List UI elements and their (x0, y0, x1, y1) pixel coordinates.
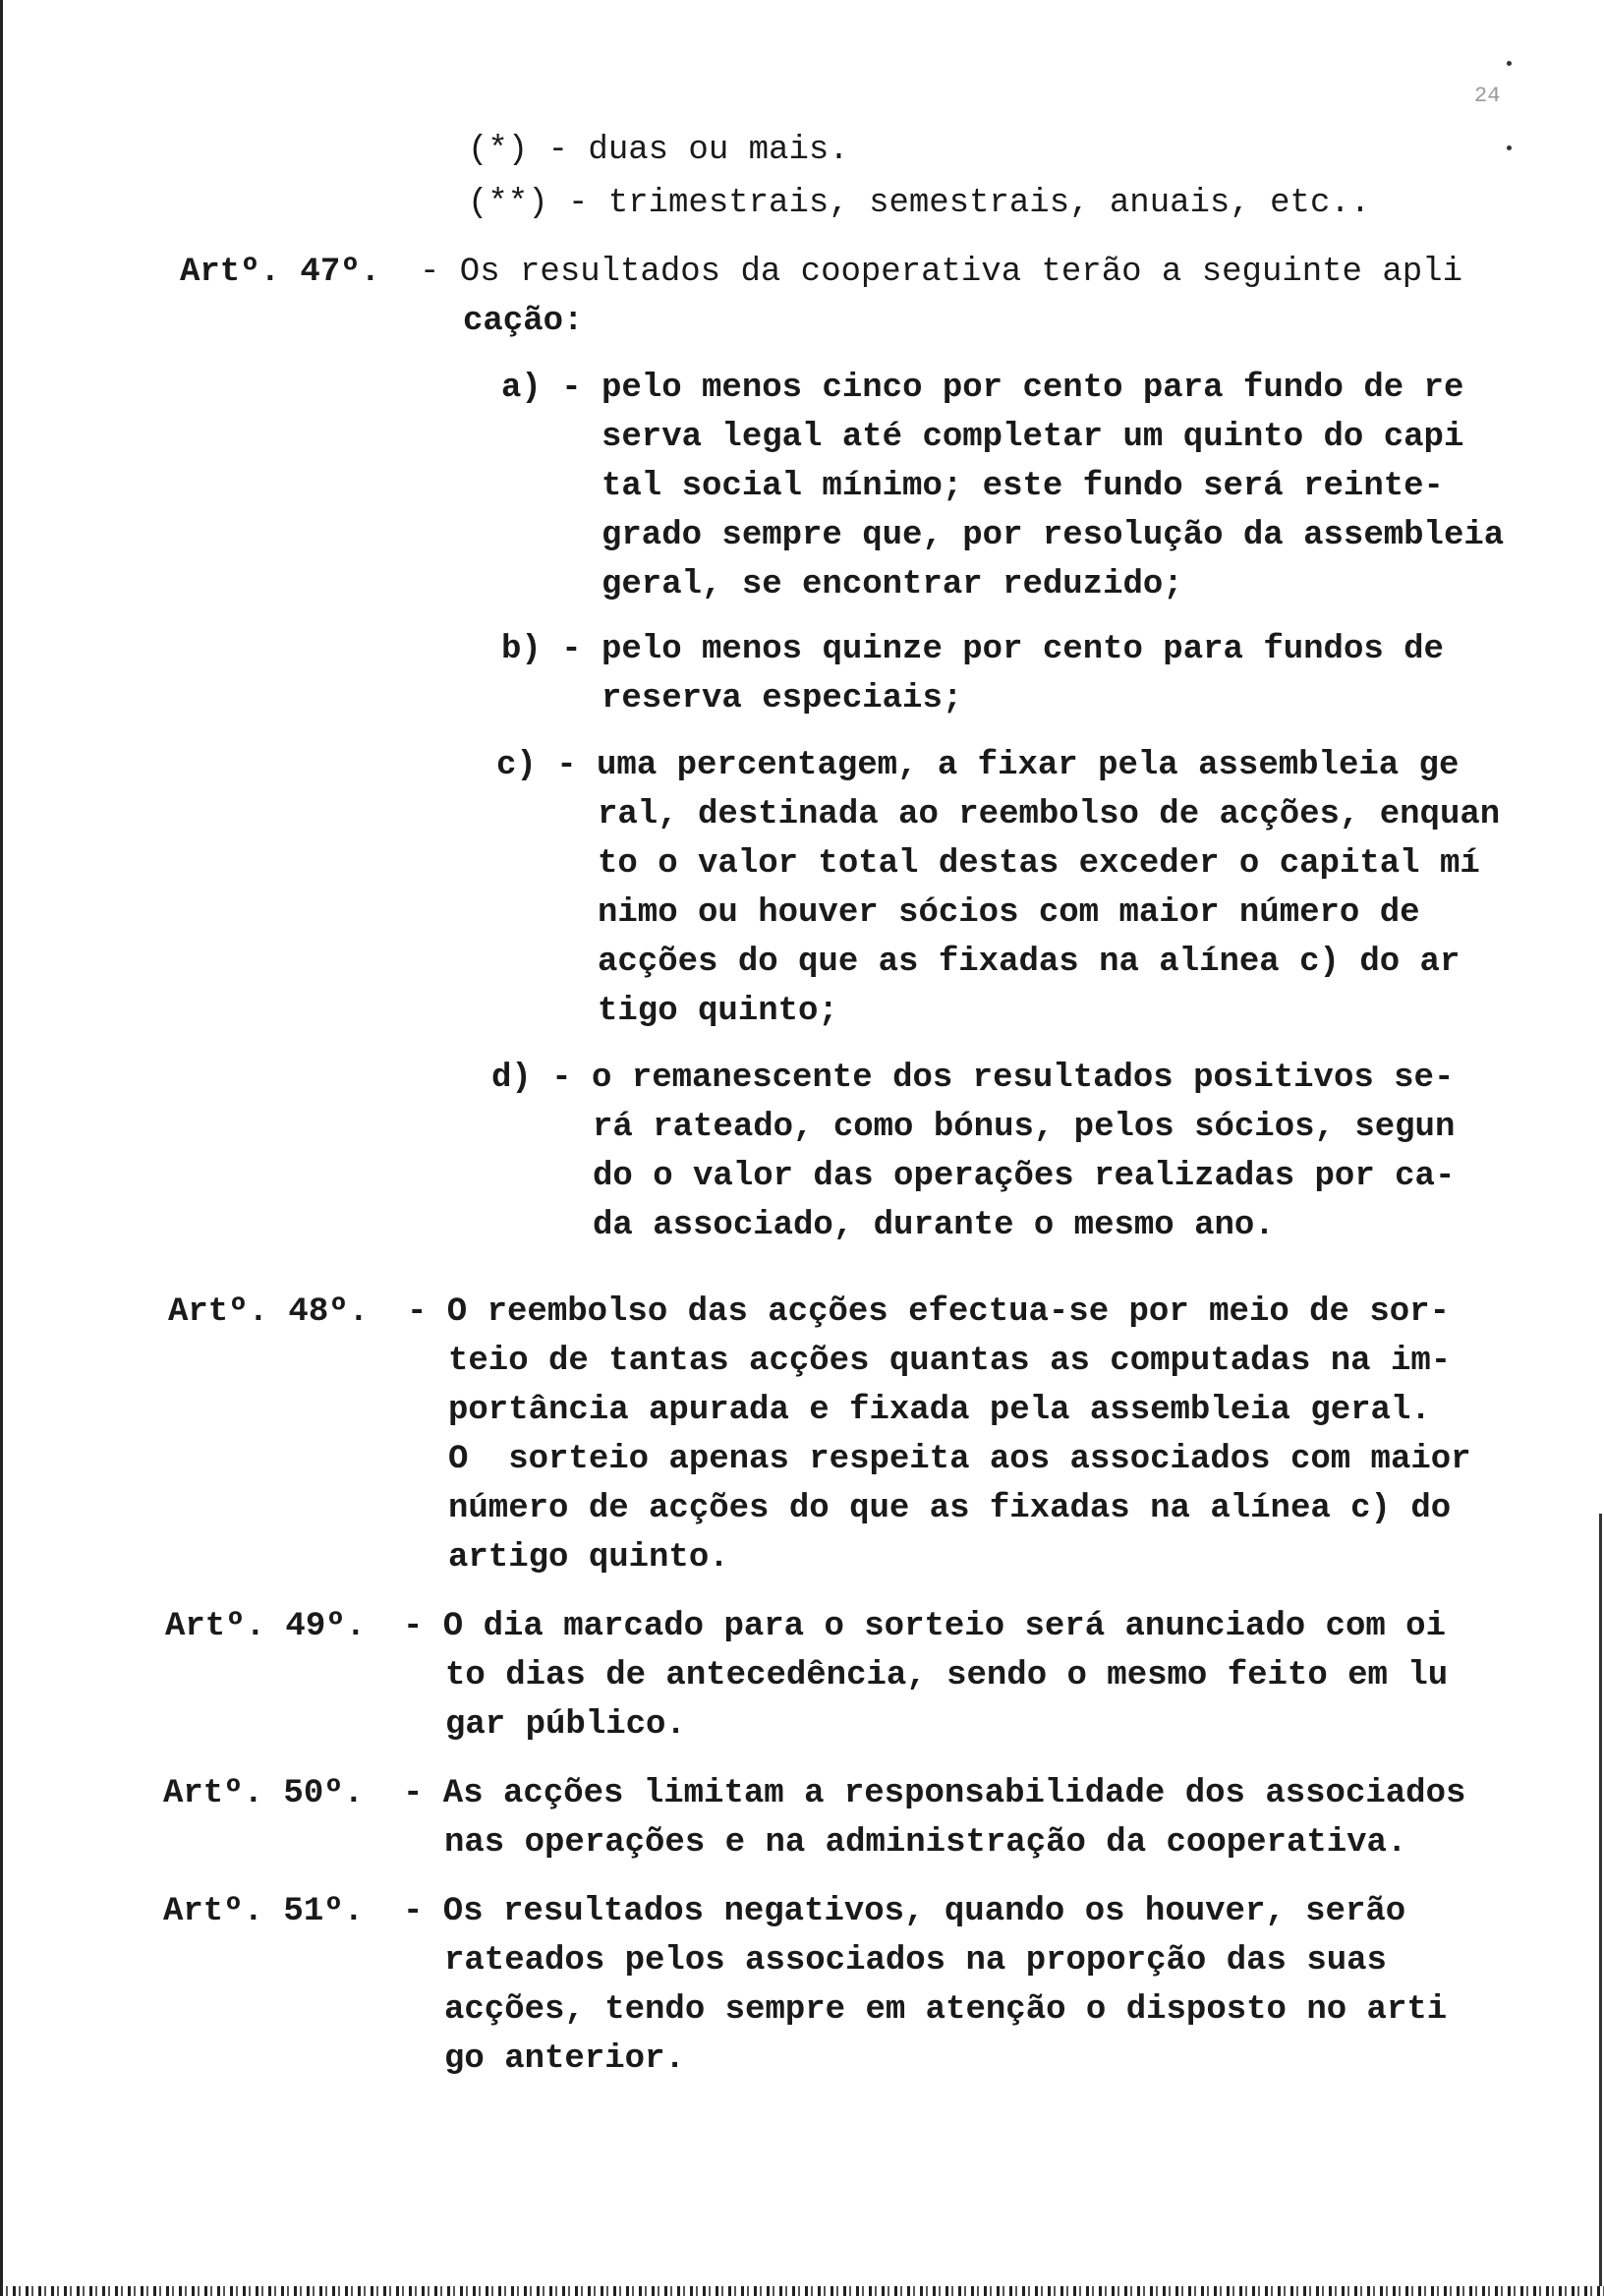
list-item-line: tigo quinto; (598, 993, 838, 1030)
scan-left-edge (0, 0, 3, 2296)
article-text-line: O sorteio apenas respeita aos associados com maior (448, 1441, 1471, 1478)
scan-bottom-edge (0, 2286, 1604, 2296)
article-label: Artº. 50º. (163, 1775, 365, 1812)
list-item-line: serva legal até completar um quinto do capi (602, 419, 1464, 456)
footnote-1: (*) - duas ou mais. (468, 132, 849, 169)
article-text-line: artigo quinto. (448, 1539, 729, 1577)
article-text-line: - O dia marcado para o sorteio será anunciado com oi (403, 1608, 1446, 1645)
list-item-line: d) - o remanescente dos resultados positivos se- (491, 1060, 1455, 1097)
article-text-line: acções, tendo sempre em atenção o disposto no arti (444, 1991, 1448, 2029)
list-item-line: c) - uma percentagem, a fixar pela assembleia ge (496, 747, 1460, 784)
article-label: Artº. 48º. (168, 1293, 370, 1331)
article-text-line: cação: (463, 303, 584, 340)
article-label: Artº. 47º. (180, 254, 381, 291)
list-item-line: to o valor total destas exceder o capital mí (598, 845, 1480, 883)
list-item-line: a) - pelo menos cinco por cento para fundo de re (501, 370, 1464, 407)
page-number: 24 (1474, 84, 1501, 108)
list-item-line: do o valor das operações realizadas por ca- (593, 1158, 1456, 1195)
list-item-line: geral, se encontrar reduzido; (602, 566, 1183, 603)
article-text-line: go anterior. (444, 2040, 685, 2078)
article-label: Artº. 51º. (163, 1893, 365, 1930)
scan-speck (1507, 61, 1512, 66)
article-text-line: gar público. (445, 1706, 686, 1744)
footnote-2: (**) - trimestrais, semestrais, anuais, etc.. (468, 185, 1371, 222)
scan-right-edge (1599, 1514, 1602, 2296)
article-text-line: nas operações e na administração da cooperativa. (444, 1824, 1407, 1862)
article-label: Artº. 49º. (165, 1608, 367, 1645)
article-text-line: rateados pelos associados na proporção das suas (444, 1942, 1387, 1980)
article-text-line: - Os resultados negativos, quando os houver, serão (403, 1893, 1406, 1930)
list-item-line: nimo ou houver sócios com maior número de (598, 894, 1420, 932)
scan-speck (1507, 145, 1512, 150)
list-item-line: da associado, durante o mesmo ano. (593, 1207, 1275, 1244)
list-item-line: tal social mínimo; este fundo será reinte- (602, 468, 1444, 505)
article-text-line: to dias de antecedência, sendo o mesmo feito em lu (445, 1657, 1449, 1694)
article-text-line: - Os resultados da cooperativa terão a seguinte apli (420, 254, 1462, 291)
list-item-line: b) - pelo menos quinze por cento para fundos de (501, 631, 1444, 668)
list-item-line: acções do que as fixadas na alínea c) do ar (598, 944, 1461, 981)
article-text-line: portância apurada e fixada pela assembleia geral. (448, 1392, 1431, 1429)
article-text-line: teio de tantas acções quantas as computadas na im- (448, 1343, 1452, 1380)
list-item-line: ral, destinada ao reembolso de acções, enquan (598, 796, 1501, 833)
list-item-line: grado sempre que, por resolução da assembleia (602, 517, 1505, 554)
list-item-line: rá rateado, como bónus, pelos sócios, segun (593, 1109, 1456, 1146)
article-text-line: número de acções do que as fixadas na alínea c) do (448, 1490, 1452, 1527)
article-text-line: - O reembolso das acções efectua-se por meio de sor- (407, 1293, 1450, 1331)
list-item-line: reserva especiais; (602, 680, 963, 718)
article-text-line: - As acções limitam a responsabilidade dos associados (403, 1775, 1466, 1812)
